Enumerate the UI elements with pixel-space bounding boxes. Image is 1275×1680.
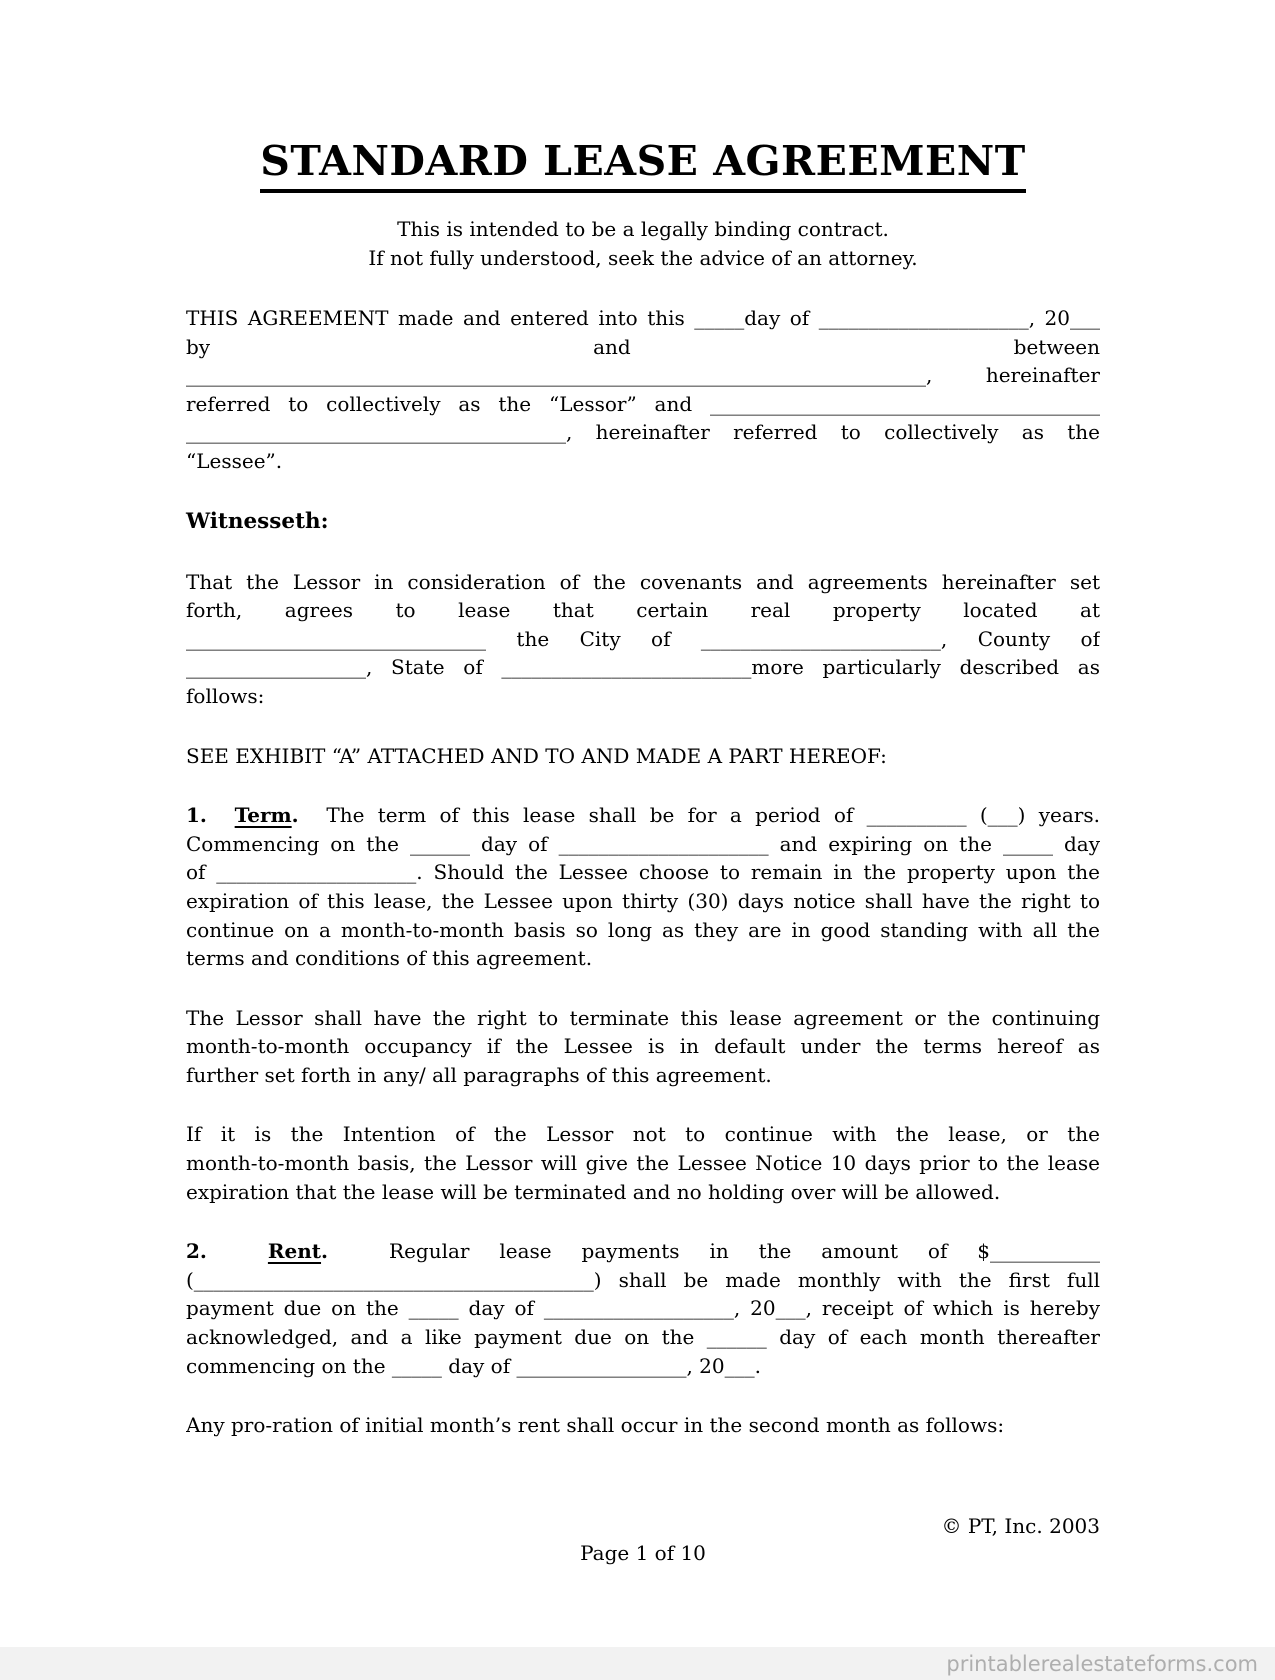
document-subtitle (186, 215, 1100, 273)
watermark-bar (0, 1647, 1275, 1680)
paragraph (186, 304, 1100, 476)
doc-line: 2. Rent. Regular lease payments in the amount of $___________ (186, 1239, 1100, 1264)
title-wrap (186, 0, 1100, 193)
doc-line: commencing on the _____ day of _________________, 20___. (186, 1353, 761, 1378)
section-heading: Witnesseth: (186, 508, 329, 534)
doc-line: If it is the Intention of the Lessor not to continue with the lease, or the (186, 1122, 1100, 1147)
doc-line: further set forth in any/ all paragraphs of this agreement. (186, 1062, 772, 1087)
doc-line: expiration that the lease will be terminated and no holding over will be allowed. (186, 1179, 1001, 1204)
doc-line: 1. Term. The term of this lease shall be for a period of __________ (___) years. (186, 803, 1100, 828)
doc-line: SEE EXHIBIT “A” ATTACHED AND TO AND MADE A PART HEREOF: (186, 743, 887, 768)
doc-line: payment due on the _____ day of ___________________, 20___, receipt of which is hereby (186, 1296, 1100, 1321)
copyright-notice: © PT, Inc. 2003 (941, 1513, 1100, 1538)
doc-line: of ____________________. Should the Lessee choose to remain in the property upon the (186, 860, 1100, 885)
doc-line: (________________________________________) shall be made monthly with the first full (186, 1267, 1100, 1292)
doc-line: forth, agrees to lease that certain real property located at (186, 598, 1100, 623)
paragraph (186, 1411, 1100, 1440)
doc-line: month-to-month basis, the Lessor will give the Lessee Notice 10 days prior to the lease (186, 1151, 1100, 1176)
doc-line: Commencing on the ______ day of _____________________ and expiring on the _____ day (186, 831, 1100, 856)
doc-line: acknowledged, and a like payment due on the ______ day of each month thereafter (186, 1325, 1100, 1350)
document-title: STANDARD LEASE AGREEMENT (260, 138, 1025, 193)
doc-line: month-to-month occupancy if the Lessee is in default under the terms hereof as (186, 1034, 1100, 1059)
document-body (186, 304, 1100, 1440)
watermark-text: printablerealestateforms.com (946, 1651, 1258, 1676)
doc-line: “Lessee”. (186, 448, 283, 473)
doc-line: The Lessor shall have the right to terminate this lease agreement or the continuing (186, 1005, 1100, 1030)
doc-line: referred to collectively as the “Lessor” and _______________________________________ (186, 391, 1100, 416)
paragraph (186, 742, 1100, 771)
paragraph (186, 801, 1100, 973)
doc-line: ______________________________________, hereinafter referred to collectively as the (186, 420, 1100, 445)
subtitle-line-1: This is intended to be a legally binding contract. (397, 217, 889, 241)
doc-line: __________________________________________________________________________, hereinafter (186, 363, 1100, 388)
page-number: Page 1 of 10 (580, 1540, 706, 1565)
subtitle-line-2: If not fully understood, seek the advice of an attorney. (368, 246, 918, 270)
paragraph (186, 568, 1100, 711)
document-content (186, 0, 1100, 1566)
doc-line: ______________________________ the City of ________________________, County of (186, 626, 1100, 651)
doc-line: __________________, State of _________________________more particularly described as (186, 655, 1100, 680)
doc-line: That the Lessor in consideration of the covenants and agreements hereinafter set (186, 569, 1100, 594)
paragraph (186, 1120, 1100, 1206)
paragraph (186, 1004, 1100, 1090)
doc-line: by and between (186, 334, 1100, 359)
doc-line: THIS AGREEMENT made and entered into this _____day of _____________________, 20___ (186, 306, 1100, 330)
paragraph (186, 1237, 1100, 1380)
doc-line: Any pro-ration of initial month’s rent shall occur in the second month as follows: (186, 1413, 1005, 1438)
doc-line: expiration of this lease, the Lessee upon thirty (30) days notice shall have the right to (186, 888, 1100, 913)
doc-line: follows: (186, 683, 265, 708)
doc-line: continue on a month-to-month basis so long as they are in good standing with all the (186, 917, 1100, 942)
doc-line: terms and conditions of this agreement. (186, 946, 593, 971)
